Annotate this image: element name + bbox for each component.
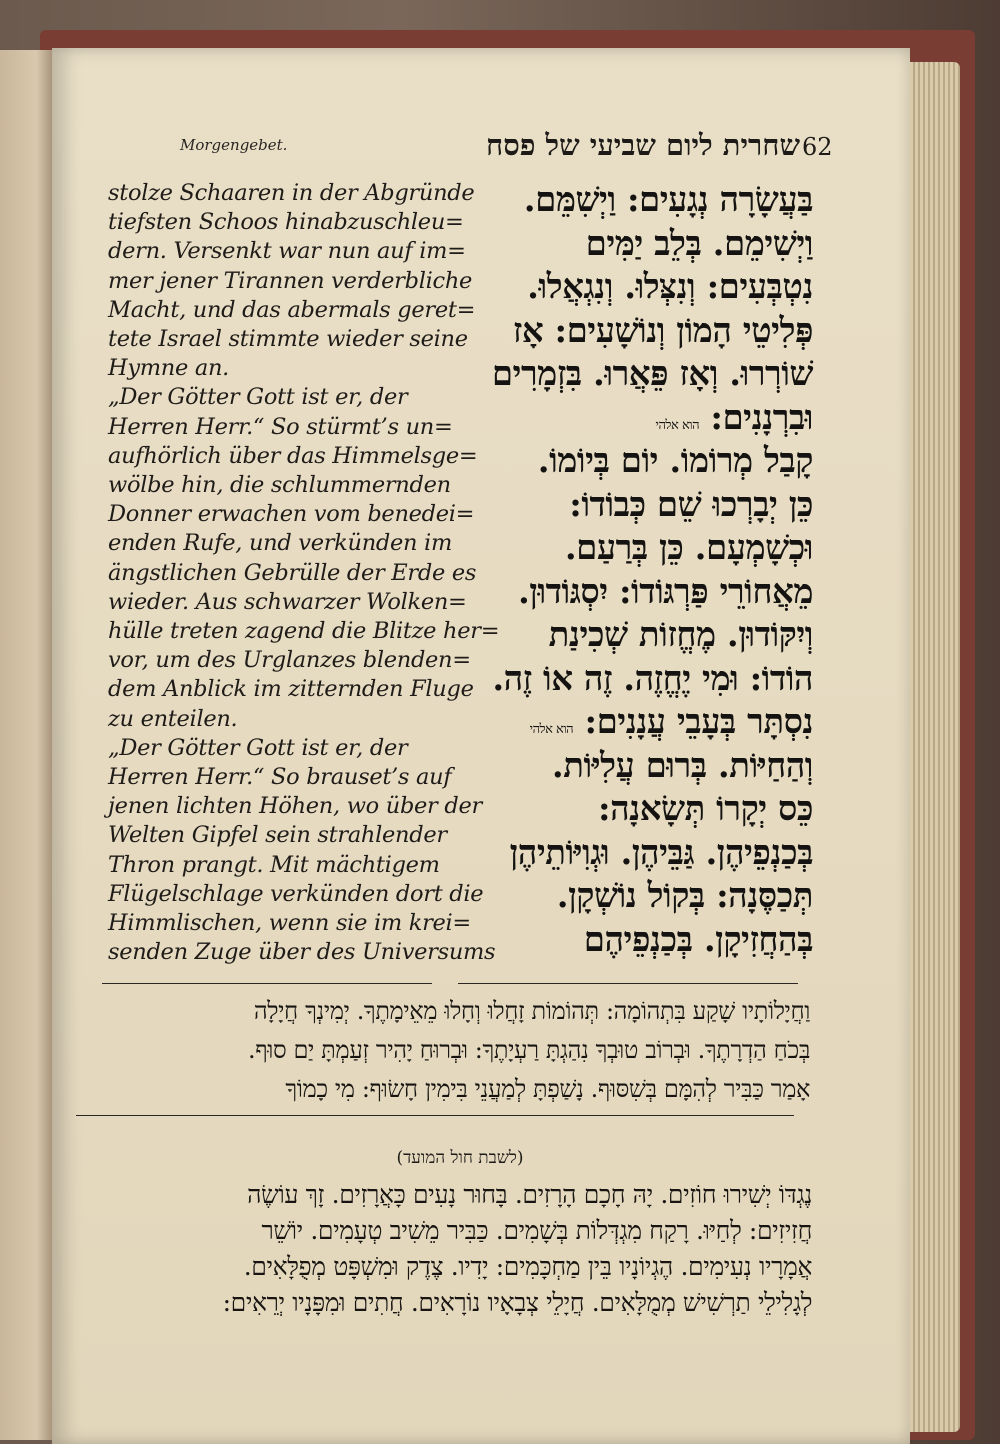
german-line: enden Rufe, und verkünden im bbox=[108, 530, 452, 557]
running-head-right: שחרית ליום שביעי של פסח bbox=[486, 128, 800, 162]
left-page-edge bbox=[0, 50, 54, 1440]
refrain-tag: הוא אלהי bbox=[529, 722, 574, 737]
german-line: Herren Herr.“ So stürmt’s un= bbox=[108, 413, 453, 440]
prayer-line: בְּכֹחַ הַדְרָתֶךָ. וּבְרוֹב טוּבְךָ נִהַגְתָּ רַעְיָתֶךָ: וּבְרוּחַ יָהִיר זְעַמְתָּ יַם סוּף. bbox=[247, 1036, 810, 1064]
german-line: Flügelschlage verkünden dort die bbox=[108, 880, 484, 907]
section-rule bbox=[76, 1115, 794, 1116]
german-line: wieder. Aus schwarzer Wolken= bbox=[108, 588, 467, 615]
german-line: dern. Versenkt war nun auf im= bbox=[108, 238, 466, 265]
german-line: tiefsten Schoos hinabzuschleu= bbox=[108, 209, 464, 236]
hebrew-verse-text: נִסְתָּר בְּעָבֵי עֲנָנִים: bbox=[584, 702, 813, 742]
hebrew-verse-line bbox=[458, 833, 813, 873]
hebrew-verse-line bbox=[458, 485, 813, 525]
hebrew-verse-text: וּכְשָׁמְעָם. כֵּן בְּרַעַם. bbox=[564, 528, 813, 568]
hebrew-verse-line bbox=[458, 311, 813, 351]
hebrew-verse-line bbox=[458, 528, 813, 568]
hebrew-verse-line bbox=[458, 180, 813, 220]
hebrew-verse-line bbox=[458, 572, 813, 612]
page-number: 62 bbox=[802, 133, 833, 161]
german-line: jenen lichten Höhen, wo über der bbox=[108, 793, 482, 820]
german-line: Thron prangt. Mit mächtigem bbox=[108, 851, 440, 878]
hebrew-verse-text: תְּכַסֶּנָה: בְּקוֹל נוֹשְׁקָן. bbox=[556, 876, 813, 916]
german-line: dem Anblick im zitternden Fluge bbox=[108, 676, 474, 703]
hebrew-verse-text: בַּעֲשָׂרָה נְגָעִים: וַיְשִׁמֵּם. bbox=[523, 180, 813, 220]
hebrew-verse-text: וַיְשִׁימֵם. בְּלֵב יַמִּים bbox=[585, 223, 813, 264]
hebrew-verse-text: הוֹדוֹ: וּמִי יֶחֱזֶה. זֶה אוֹ זֶה. bbox=[492, 658, 813, 699]
bottom-line: לְגָלִילֵי תַרְשִׁישׁ מְמֻלָּאִים. חֲיָלֵי צְבָאָיו נוֹרָאִים. חֲתִים וּמִפָּנָיו יְרֵאִים: bbox=[222, 1288, 812, 1317]
german-line: ängstlichen Gebrülle der Erde es bbox=[108, 559, 477, 586]
german-line: mer jener Tirannen verderbliche bbox=[108, 267, 473, 294]
bottom-line: אֲמָרָיו נְעִימִים. הֶגְיוֹנָיו בֵּין מַחְכָּמִים: יָדִיו. צֶדֶק וּמִשְׁפָּט מְפֻלָּאִים. bbox=[243, 1252, 812, 1281]
german-line: zu enteilen. bbox=[108, 705, 238, 732]
hebrew-verse-text: שׁוֹרְרוּ. וְאָז פֵּאֲרוּ. בִּזְמָרִים bbox=[491, 354, 813, 394]
hebrew-verse-line bbox=[458, 920, 813, 960]
hebrew-verse-text: כֵּן יְבָרְכוּ שֵׁם כְּבוֹדוֹ: bbox=[569, 484, 813, 525]
german-line: stolze Schaaren in der Abgründe bbox=[108, 180, 475, 206]
german-line: senden Zuge über des Universums bbox=[108, 939, 496, 966]
column-rule-right bbox=[458, 983, 798, 984]
hebrew-verse-text: נִטְבְּעִים: וְנִצְּלוּ. וְנִגְאֲלוּ. bbox=[527, 267, 813, 307]
hebrew-verse-text: וְיִקּוֹדוּן. מֶחֱזוֹת שְׁכִינַת bbox=[548, 615, 813, 655]
german-line: vor, um des Urglanzes blenden= bbox=[108, 647, 471, 674]
hebrew-verse-line bbox=[458, 441, 813, 481]
hebrew-verse-line bbox=[458, 224, 813, 264]
german-line: Herren Herr.“ So brauset’s auf bbox=[108, 764, 452, 790]
hebrew-verse-text: כֵּס יְקָרוֹ תְּשָׂאנָה: bbox=[598, 789, 813, 829]
hebrew-verse-line bbox=[458, 398, 813, 438]
german-line: „Der Götter Gott ist er, der bbox=[108, 734, 408, 761]
german-line: Donner erwachen vom benedei= bbox=[108, 501, 475, 528]
hebrew-verse-text: וְהַחַיּוֹת. בְּרוּם עֲלִיּוֹת. bbox=[551, 745, 813, 786]
hebrew-verse-text: וּבִרְנָנִים: bbox=[710, 397, 813, 438]
hebrew-verse-line bbox=[458, 659, 813, 699]
hebrew-verse-text: מֵאֲחוֹרֵי פַּרְגּוֹדוֹ: יִסְגּוֹדוּן. bbox=[517, 571, 813, 612]
bottom-line: חֲזִיזִים: לְחַיּוּ. רָקַח מִגְדְּלוֹת בְּשָׁמִים. כַּבִּיר מֵשִׁיב טְעָמִים. יוֹשֵׁר bbox=[261, 1216, 812, 1245]
hebrew-verse-text: קָבַל מְרוֹמוֹ. יוֹם בְּיוֹמוֹ. bbox=[537, 441, 813, 481]
german-line: Macht, und das abermals geret= bbox=[108, 296, 476, 323]
hebrew-verse-line bbox=[458, 615, 813, 655]
hebrew-verse-text: בְּהַחֲזִיקָן. בְּכַנְפֵיהֶם bbox=[583, 919, 813, 960]
refrain-tag: הוא אלהי bbox=[655, 417, 700, 433]
column-rule-left bbox=[102, 983, 432, 984]
hebrew-verse-line bbox=[458, 702, 813, 742]
running-head-left: Morgengebet. bbox=[180, 136, 288, 154]
hebrew-verse-text: פְּלִיטֵי הָמוֹן וְנוֹשָׁעִים: אָז bbox=[512, 310, 813, 351]
german-line: aufhörlich über das Himmelsge= bbox=[108, 442, 478, 469]
hebrew-verse-line bbox=[458, 267, 813, 307]
prayer-line: אָמַר כַּבִּיר לְהִמָּם בְּשִׁסּוּף. נָשַׁפְתָּ לְמַעֲנֵי בִּימִין חָשׂוּף: מִי כָמוֹךָ bbox=[285, 1075, 810, 1103]
bottom-line: נֶגְדּוֹ יְשִׁירוּ חוֹזִים. יָהּ חָכָם הָרָזִים. בָּחוּר נָעִים כָּאֲרָזִים. זָךְ עוֹשֶׂה bbox=[247, 1180, 812, 1209]
german-line: „Der Götter Gott ist er, der bbox=[108, 384, 408, 411]
hebrew-verse-line bbox=[458, 354, 813, 394]
german-line: tete Israel stimmte wieder seine bbox=[108, 326, 468, 352]
german-line: wölbe hin, die schlummernden bbox=[108, 472, 451, 498]
hebrew-verse-line bbox=[458, 789, 813, 829]
german-line: Hymne an. bbox=[108, 355, 229, 382]
hebrew-verse-text: בְּכַנְפֵיהֶן. גַּבֵּיהֶן. וּגְוִיּוֹתֵיהֶן bbox=[509, 832, 813, 873]
hebrew-verse-line bbox=[458, 746, 813, 786]
german-line: hülle treten zagend die Blitze her= bbox=[108, 618, 500, 644]
prayer-line: וַחֲיָלוֹתָיו שָׁקַע בִּתְהוֹמָה: תְּהוֹמוֹת זָחֲלוּ וְחָלוּ מֵאֵימָתֶךָ. יְמִינְךָ חֲיָלָה bbox=[253, 997, 810, 1025]
shabbat-heading: (לשבת חול המועד) bbox=[396, 1148, 524, 1168]
german-line: Himmlischen, wenn sie im krei= bbox=[108, 910, 471, 936]
hebrew-verse-line bbox=[458, 876, 813, 916]
german-line: Welten Gipfel sein strahlender bbox=[108, 822, 447, 849]
